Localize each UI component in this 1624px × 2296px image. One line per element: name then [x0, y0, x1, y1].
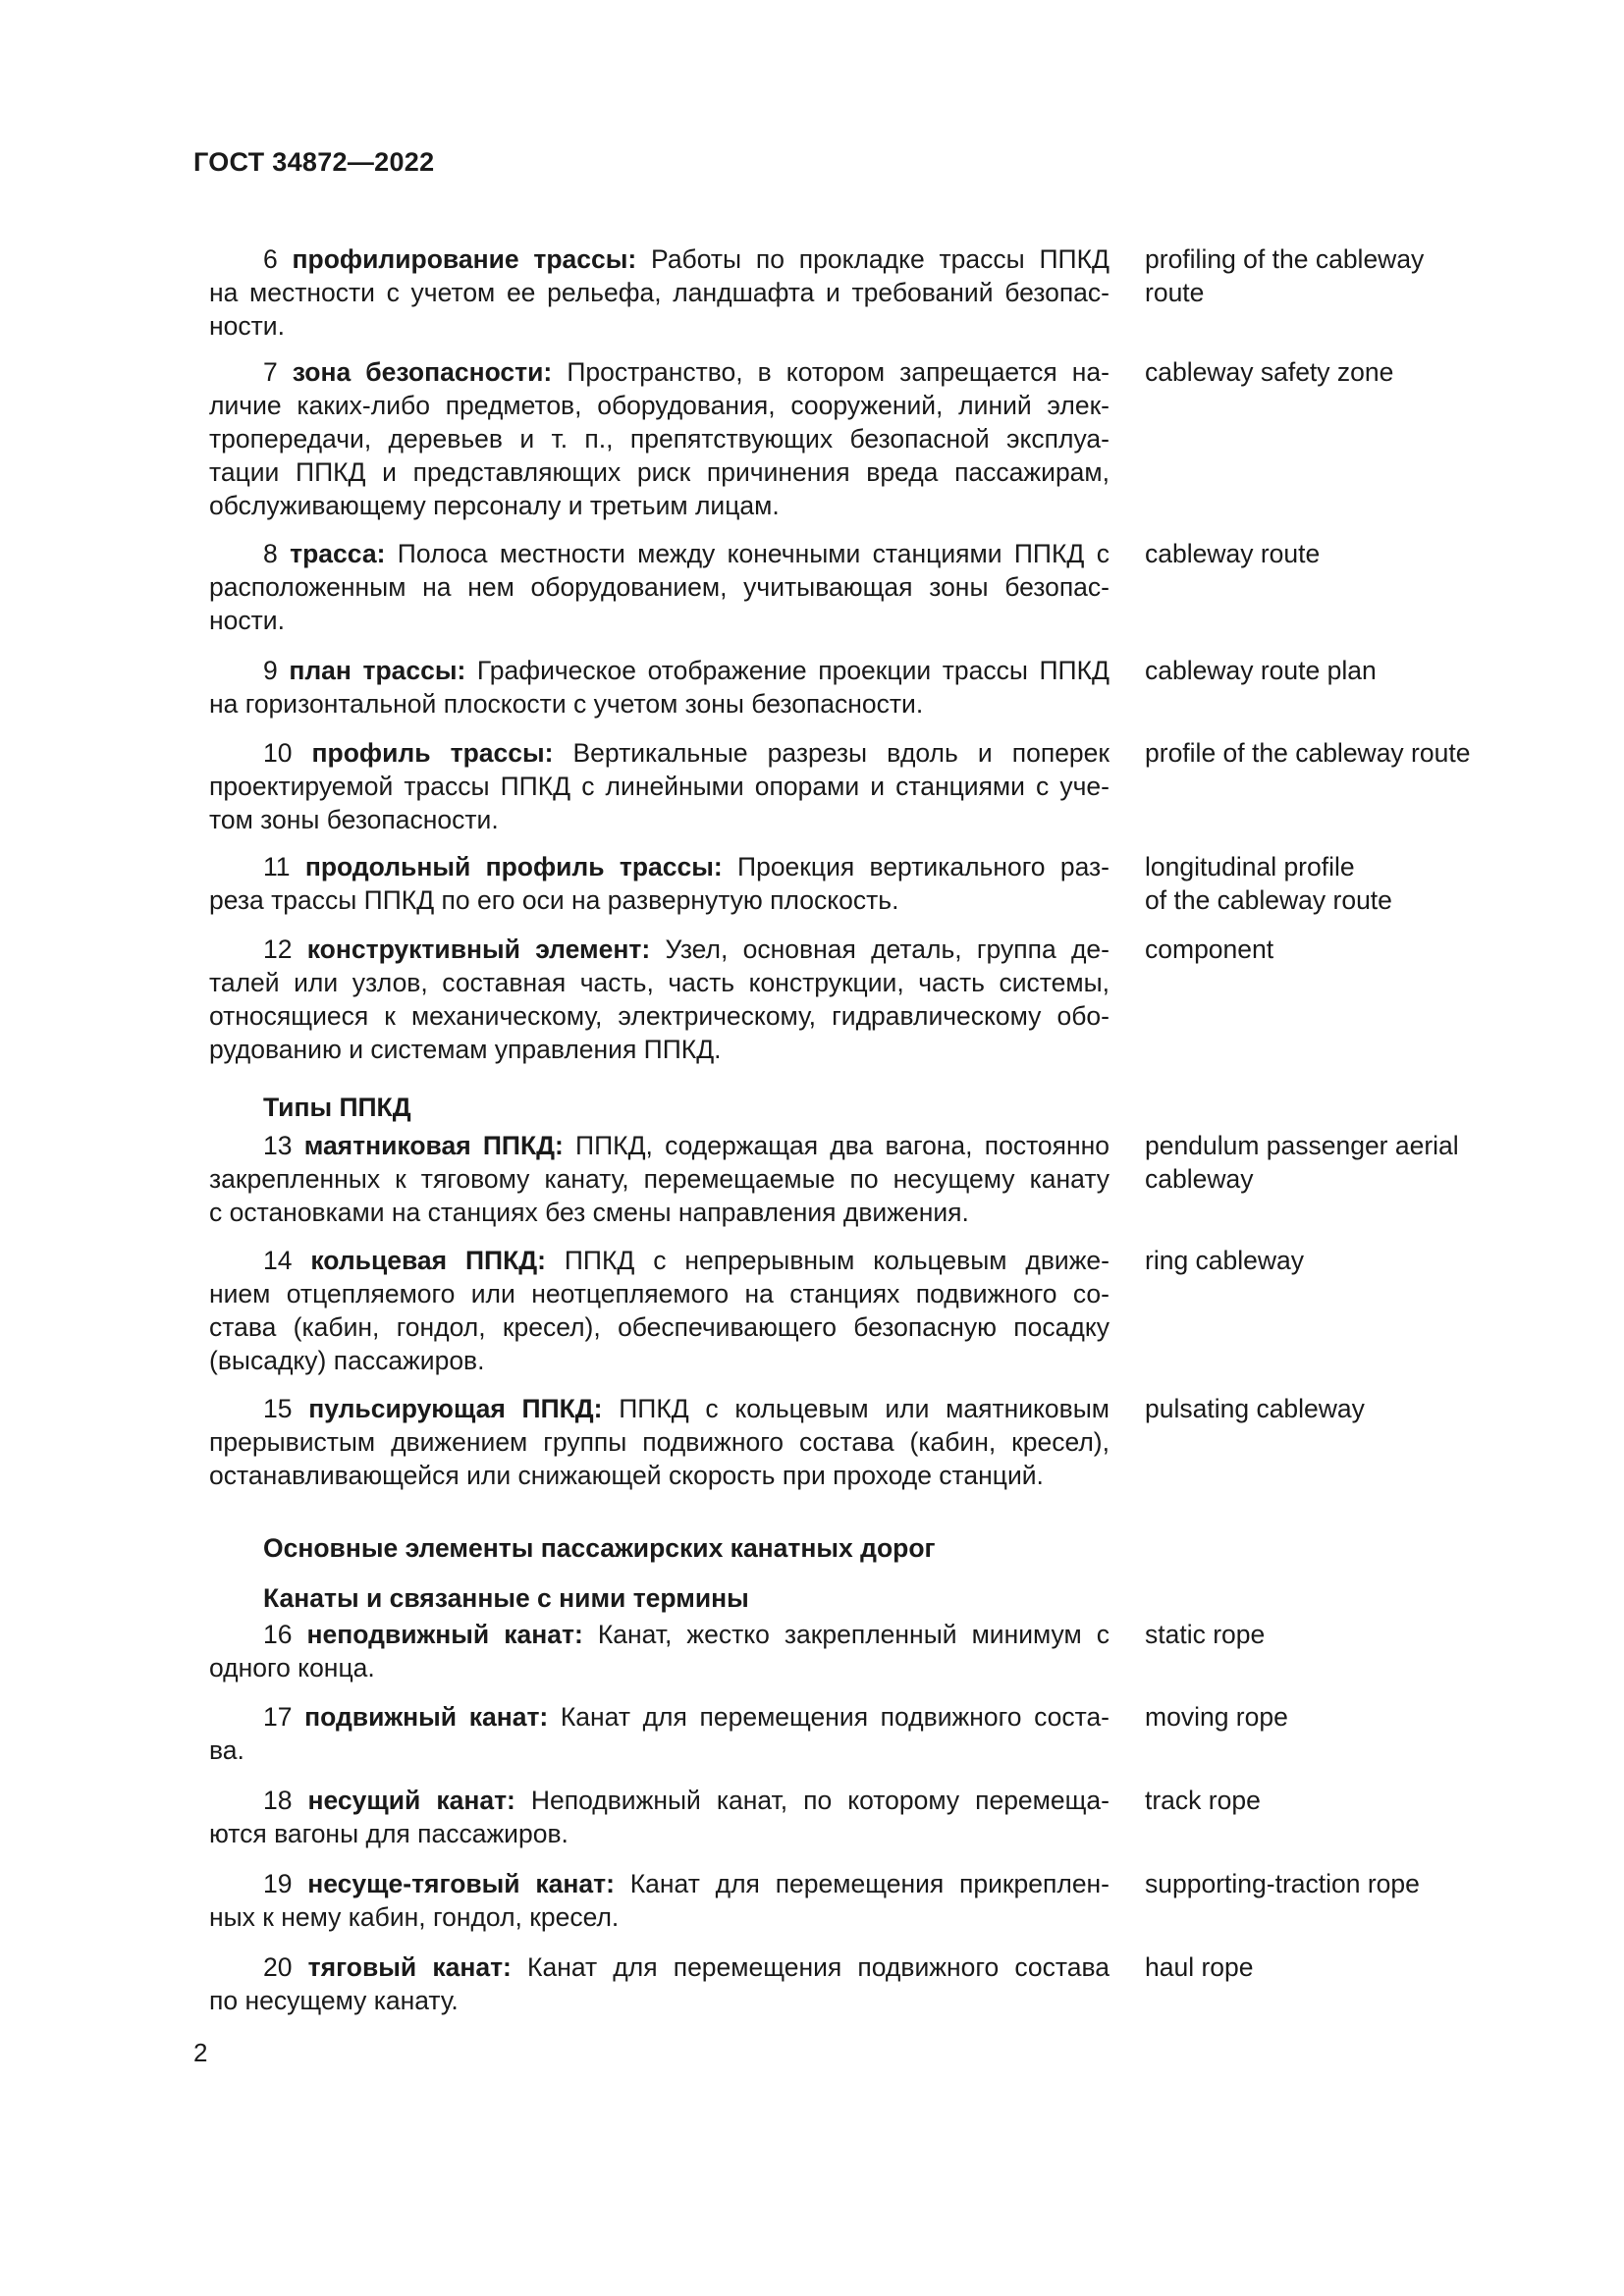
term-name: несущий канат:: [307, 1786, 515, 1815]
english-equivalent: [1145, 242, 1498, 309]
definition-line: том зоны безопасности.: [209, 805, 499, 834]
definition-line: тропередачи, деревьев и т. п., препятствующих безопасной эксплуа-: [209, 424, 1110, 454]
definition-line: останавливающейся или снижающей скорость при проходе станций.: [209, 1461, 1044, 1490]
definition-text: Полоса местности между конечными станциями ППКД с: [385, 539, 1110, 568]
english-line: supporting-traction rope: [1145, 1869, 1420, 1898]
english-equivalent: [1145, 850, 1498, 917]
definition-line: [209, 355, 1110, 389]
term-number: 10: [263, 738, 312, 768]
definition-line: реза трассы ППКД по его оси на развернутую плоскость.: [209, 885, 899, 915]
definition-line: ности.: [209, 606, 285, 635]
term-number: 20: [263, 1952, 308, 1982]
term-definition: [209, 355, 1110, 522]
definition-line: на горизонтальной плоскости с учетом зоны безопасности.: [209, 689, 924, 719]
definition-line: [209, 850, 1110, 883]
definition-line: [209, 654, 1110, 687]
term-name: несуще-тяговый канат:: [307, 1869, 615, 1898]
definition-text: Проекция вертикального раз-: [722, 852, 1110, 881]
term-name: профиль трассы:: [311, 738, 554, 768]
term-definition: [209, 736, 1110, 836]
definition-line: прерывистым движением группы подвижного состава (кабин, кресел),: [209, 1427, 1110, 1457]
definition-text: Канат, жестко закрепленный минимум с: [582, 1620, 1110, 1649]
definition-line: одного конца.: [209, 1653, 375, 1682]
term-number: 19: [263, 1869, 308, 1898]
definition-text: ППКД с непрерывным кольцевым движе-: [545, 1246, 1110, 1275]
definition-line: проектируемой трассы ППКД с линейными опорами и станциями с уче-: [209, 772, 1110, 801]
english-line: of the cableway route: [1145, 885, 1392, 915]
term-number: 9: [263, 656, 290, 685]
term-definition: [209, 1784, 1110, 1850]
english-equivalent: [1145, 1867, 1498, 1900]
definition-line: [209, 1867, 1110, 1900]
definition-line: по несущему канату.: [209, 1986, 459, 2015]
definition-line: ются вагоны для пассажиров.: [209, 1819, 568, 1848]
english-equivalent: [1145, 933, 1498, 966]
definition-text: Канат для перемещения подвижного соста-: [548, 1702, 1110, 1732]
definition-text: Канат для перемещения прикреплен-: [614, 1869, 1110, 1898]
page-number: 2: [193, 2038, 208, 2067]
english-line: track rope: [1145, 1786, 1261, 1815]
english-equivalent: [1145, 736, 1498, 770]
english-line: cableway safety zone: [1145, 357, 1394, 387]
english-line: static rope: [1145, 1620, 1266, 1649]
definition-line: [209, 1244, 1110, 1277]
english-line: ring cableway: [1145, 1246, 1305, 1275]
definition-line: личие каких-либо предметов, оборудования, сооружений, линий элек-: [209, 391, 1110, 420]
definition-line: става (кабин, гондол, кресел), обеспечивающего безопасную посадку: [209, 1312, 1110, 1342]
definition-line: ва.: [209, 1735, 244, 1765]
term-definition: [209, 1867, 1110, 1934]
term-definition: [209, 933, 1110, 1066]
term-number: 7: [263, 357, 293, 387]
english-equivalent: [1145, 1784, 1498, 1817]
definition-line: расположенным на нем оборудованием, учитывающая зоны безопас-: [209, 572, 1110, 602]
english-line: route: [1145, 278, 1205, 307]
english-line: cableway route plan: [1145, 656, 1377, 685]
definition-line: талей или узлов, составная часть, часть конструкции, часть системы,: [209, 968, 1110, 997]
english-equivalent: [1145, 1129, 1498, 1196]
definition-line: на местности с учетом ее рельефа, ландшафта и требований безопас-: [209, 278, 1110, 307]
term-name: неподвижный канат:: [306, 1620, 583, 1649]
definition-line: [209, 1392, 1110, 1425]
section-heading-ropes: Канаты и связанные с ними термины: [263, 1583, 749, 1613]
definition-text: Узел, основная деталь, группа де-: [650, 934, 1110, 964]
definition-line: [209, 537, 1110, 570]
definition-text: Канат для перемещения подвижного состава: [511, 1952, 1110, 1982]
english-equivalent: [1145, 537, 1498, 570]
definition-text: Работы по прокладке трассы ППКД: [636, 244, 1110, 274]
definition-line: с остановками на станциях без смены направления движения.: [209, 1198, 969, 1227]
definition-line: [209, 1784, 1110, 1817]
english-line: profile of the cableway route: [1145, 738, 1471, 768]
english-line: longitudinal profile: [1145, 852, 1355, 881]
term-definition: [209, 1700, 1110, 1767]
term-number: 12: [263, 934, 307, 964]
definition-line: обслуживающему персоналу и третьим лицам.: [209, 491, 780, 520]
definition-line: [209, 1700, 1110, 1734]
english-line: pendulum passenger aerial: [1145, 1131, 1459, 1160]
term-definition: [209, 1129, 1110, 1229]
definition-line: [209, 242, 1110, 276]
definition-line: тации ППКД и представляющих риск причинения вреда пассажирам,: [209, 457, 1110, 487]
english-line: component: [1145, 934, 1274, 964]
english-equivalent: [1145, 1700, 1498, 1734]
term-number: 16: [263, 1620, 307, 1649]
term-number: 11: [263, 852, 305, 881]
english-equivalent: [1145, 1392, 1498, 1425]
definition-line: [209, 1950, 1110, 1984]
term-name: кольцевая ППКД:: [310, 1246, 546, 1275]
term-definition: [209, 1244, 1110, 1377]
english-line: cableway route: [1145, 539, 1321, 568]
definition-text: Графическое отображение проекции трассы ППКД: [465, 656, 1110, 685]
term-number: 8: [263, 539, 291, 568]
english-line: cableway: [1145, 1164, 1254, 1194]
definition-line: относящиеся к механическому, электрическому, гидравлическому обо-: [209, 1001, 1110, 1031]
term-definition: [209, 537, 1110, 637]
english-line: haul rope: [1145, 1952, 1254, 1982]
english-equivalent: [1145, 355, 1498, 389]
term-name: конструктивный элемент:: [306, 934, 651, 964]
term-name: продольный профиль трассы:: [304, 852, 723, 881]
definition-line: ности.: [209, 311, 285, 341]
term-number: 14: [263, 1246, 311, 1275]
definition-text: Неподвижный канат, по которому перемеща-: [514, 1786, 1110, 1815]
document-header: ГОСТ 34872—2022: [193, 147, 435, 177]
definition-line: рудованию и системам управления ППКД.: [209, 1035, 722, 1064]
definition-line: закрепленных к тяговому канату, перемещаемые по несущему канату: [209, 1164, 1110, 1194]
term-name: зона безопасности:: [292, 357, 553, 387]
section-heading-types: Типы ППКД: [263, 1093, 411, 1122]
term-definition: [209, 654, 1110, 721]
term-definition: [209, 850, 1110, 917]
term-name: трасса:: [290, 539, 386, 568]
term-definition: [209, 1950, 1110, 2017]
term-name: тяговый канат:: [307, 1952, 512, 1982]
definition-line: ных к нему кабин, гондол, кресел.: [209, 1902, 620, 1932]
definition-text: ППКД с кольцевым или маятниковым: [602, 1394, 1110, 1423]
definition-line: [209, 1618, 1110, 1651]
term-name: подвижный канат:: [304, 1702, 549, 1732]
definition-line: [209, 933, 1110, 966]
english-line: moving rope: [1145, 1702, 1288, 1732]
english-line: pulsating cableway: [1145, 1394, 1365, 1423]
term-number: 17: [263, 1702, 305, 1732]
english-equivalent: [1145, 1618, 1498, 1651]
term-definition: [209, 1392, 1110, 1492]
english-equivalent: [1145, 1950, 1498, 1984]
term-name: план трассы:: [289, 656, 466, 685]
term-number: 6: [263, 244, 293, 274]
definition-text: Пространство, в котором запрещается на-: [552, 357, 1110, 387]
term-number: 18: [263, 1786, 308, 1815]
definition-line: нием отцепляемого или неотцепляемого на станциях подвижного со-: [209, 1279, 1110, 1308]
term-name: маятниковая ППКД:: [303, 1131, 564, 1160]
term-definition: [209, 1618, 1110, 1684]
definition-line: [209, 736, 1110, 770]
term-number: 13: [263, 1131, 304, 1160]
definition-line: (высадку) пассажиров.: [209, 1346, 485, 1375]
section-heading-main-elements: Основные элементы пассажирских канатных дорог: [263, 1533, 936, 1563]
term-name: пульсирующая ППКД:: [308, 1394, 603, 1423]
term-definition: [209, 242, 1110, 343]
definition-text: ППКД, содержащая два вагона, постоянно: [563, 1131, 1110, 1160]
term-name: профилирование трассы:: [292, 244, 637, 274]
definition-line: [209, 1129, 1110, 1162]
definition-text: Вертикальные разрезы вдоль и поперек: [553, 738, 1110, 768]
english-line: profiling of the cableway: [1145, 244, 1425, 274]
english-equivalent: [1145, 1244, 1498, 1277]
term-number: 15: [263, 1394, 309, 1423]
english-equivalent: [1145, 654, 1498, 687]
